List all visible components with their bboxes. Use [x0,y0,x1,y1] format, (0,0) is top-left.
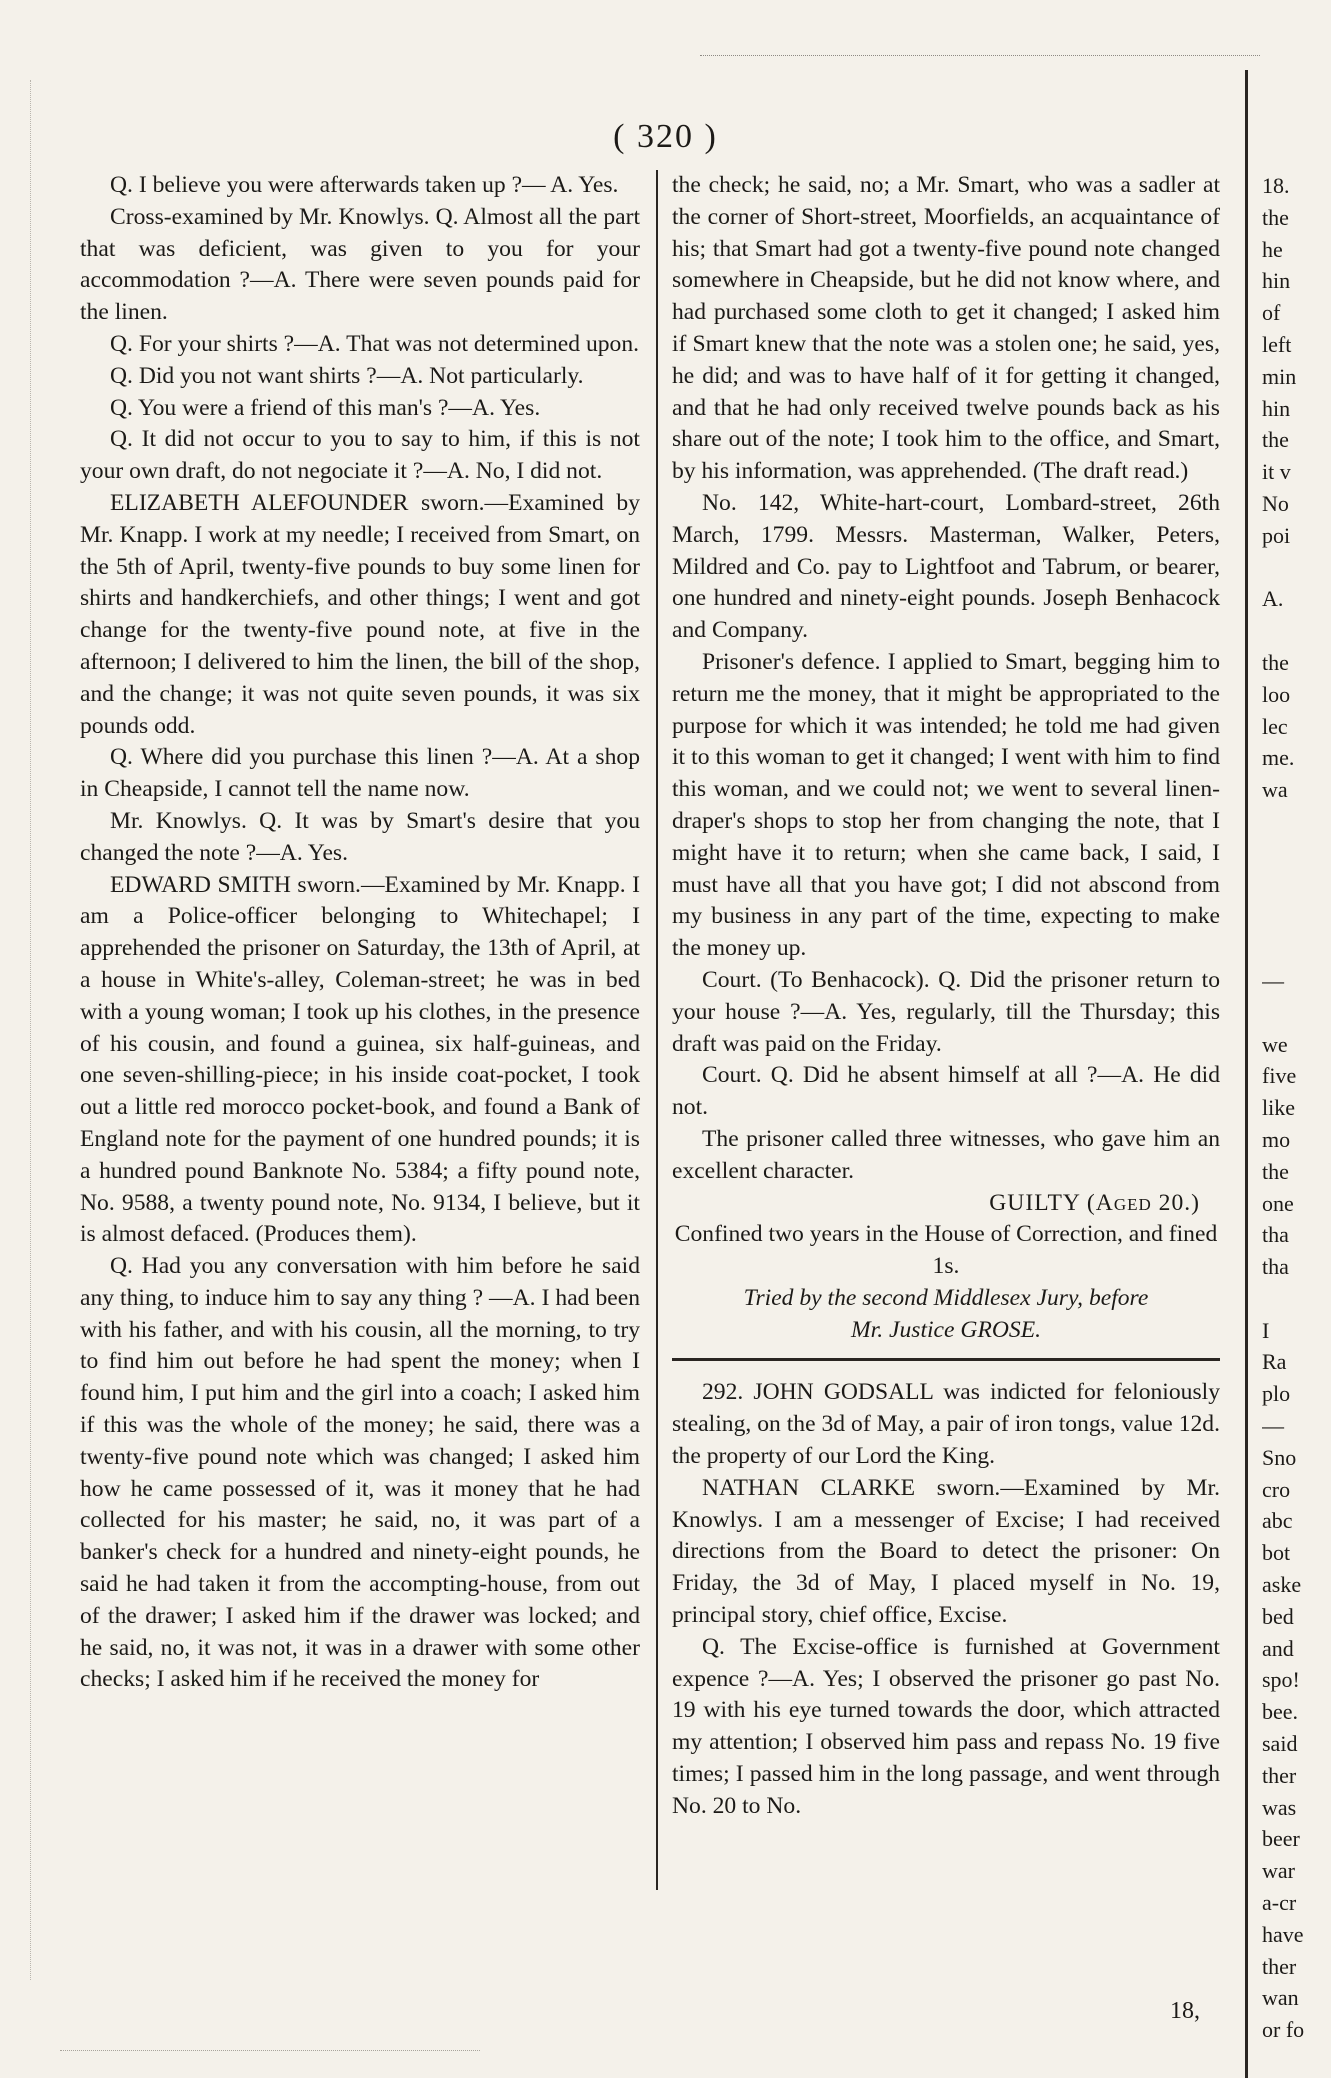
top-scan-noise [700,55,1260,62]
fragment-line: No [1262,490,1289,516]
verdict: GUILTY (Aged 20.) [989,1189,1200,1216]
fragment-line: like [1262,1095,1295,1121]
fragment-line: beer [1262,1826,1300,1852]
sentence: Confined two years in the House of Correction, and fined 1s. [674,1221,1218,1280]
bottom-scan-noise [60,2050,480,2059]
paragraph: ELIZABETH ALEFOUNDER sworn.—Examined by Mr. Knapp. I work at my needle; I received from Smart, on the 5th of April, twenty-five pounds to buy some linen for shirts and handkerchiefs, and other things; I went and got change for the twenty-five pound note, at five in the afternoon; I delivered to him the linen, the bill of the shop, and the change; it was not quite seven pounds, it was six pounds odd. [80,489,640,739]
fragment-line: war [1262,1858,1295,1884]
fragment-line [1262,870,1331,902]
fragment-line: A. [1262,586,1284,612]
paragraph: NATHAN CLARKE sworn.—Examined by Mr. Knowlys. I am a messenger of Excise; I had received directions from the Board to detect the prisoner: On Friday, the 3d of May, I placed myself in No. 19, principal story, chief office, Excise. [672,1474,1220,1629]
fragment-line: abc [1262,1508,1293,1534]
fragment-line [1262,838,1331,870]
paragraph: Court. Q. Did he absent himself at all ?—A. He did not. [672,1062,1220,1121]
paragraph: No. 142, White-hart-court, Lombard-street, 26th March, 1799. Messrs. Masterman, Walker, Peters, Mildred and Co. pay to Lightfoot and Tabrum, or bearer, one hundred and ninety-eight pounds. Joseph Benhacock and Company. [672,489,1220,644]
fragment-line: the [1262,649,1289,675]
fragment-line: hin [1262,395,1291,421]
paragraph: EDWARD SMITH sworn.—Examined by Mr. Knapp. I am a Police-officer belonging to Whitechapel; I apprehended the prisoner on Saturday, the 13th of April, at a house in White's-alley, Coleman-street; he was in bed with a young woman; I took up his clothes, in the presence of his cousin, and found a guinea, six half-guineas, and one seven-shilling-piece; in his inside coat-pocket, I took out a little red morocco pocket-book, and found a Bank of England note for the payment of one hundred pounds; it is a hundred pound Banknote No. 5384; a fifty pound note, No. 9588, a twenty pound note, No. 9134, I believe, but it is almost defaced. (Produces them). [80,871,640,1248]
fragment-line: five [1262,1063,1297,1089]
paragraph: Q. It did not occur to you to say to him, if this is not your own draft, do not negociate it ?—A. No, I did not. [80,426,640,485]
fragment-line: he [1262,236,1283,262]
fragment-line: of [1262,300,1281,326]
fragment-line: and [1262,1635,1294,1661]
gutter-divider [1245,70,1248,2078]
fragment-line: the [1262,1158,1289,1184]
paragraph: Q. Where did you purchase this linen ?—A. At a shop in Cheapside, I cannot tell the name now. [80,744,640,803]
fragment-line: I [1262,1317,1270,1343]
fragment-line: Ra [1262,1349,1287,1375]
fragment-line: lec [1262,713,1288,739]
fragment-line [1262,806,1331,838]
fragment-line: hin [1262,268,1291,294]
paragraph: Prisoner's defence. I applied to Smart, begging him to return me the money, that it might be appropriated to the purpose for which it was intended; he told me had given it to this woman to get it changed; I went with him to find this woman, and we could not; we went to several linen-draper's shops to stop her from changing the note, that I might have it to return; when she came back, I said, I must have all that you have got; I did not abscond from my business in any part of the time, expecting to make the money up. [672,648,1220,962]
fragment-line: or fo [1262,2017,1305,2043]
catchword: 18, [1170,1998,1200,2024]
fragment-line: ther [1262,1762,1297,1788]
fragment-line: — [1262,967,1284,993]
fragment-line: bee. [1262,1699,1299,1725]
right-column [672,170,1220,1823]
paragraph: the check; he said, no; a Mr. Smart, who was a sadler at the corner of Short-street, Moorfields, an acquaintance of his; that Smart had got a twenty-five pound note changed somewhere in Cheapside, but he did not know where, and had purchased some cloth to get it changed; I asked him if Smart knew that the note was a stolen one; he said, yes, he did; and was to have half of it for getting it changed, and that he had only received twelve pounds back as his share out of the note; I took him to the office, and Smart, by his information, was apprehended. (The draft read.) [672,172,1220,485]
fragment-line: 18. [1262,173,1290,198]
paragraph: Q. You were a friend of this man's ?—A. Yes. [110,394,541,421]
fragment-line [1262,933,1331,965]
fragment-line: have [1262,1921,1304,1947]
fragment-line: one [1262,1190,1294,1216]
fragment-line: wan [1262,1985,1299,2011]
fragment-line: cro [1262,1476,1291,1502]
paragraph: Court. (To Benhacock). Q. Did the prisoner return to your house ?—A. Yes, regularly, till the Thursday; this draft was paid on the Friday. [672,966,1220,1057]
fragment-line: wa [1262,777,1288,803]
paragraph: Q. Had you any conversation with him before he said any thing, to induce him to say any thing ? —A. I had been with his father, and with his cousin, all the morning, to try to find him out before he had spent the money; when I found him, I put him and the girl into a coach; I asked him if this was the whole of the money; he said, there was a twenty-five pound note which was changed; I asked him how he came possessed of it, was it money that he had collected for his master; he said, no, it was part of a banker's check for a hundred and ninety-eight pounds, he said he had taken it from the accompting-house, from out of the drawer; I asked him if the drawer was locked; and he said, no, it was not, it was in a drawer with some other checks; I asked him if he received the money for [80,1253,640,1693]
section-rule [672,1358,1220,1361]
fragment-line: bot [1262,1540,1291,1566]
fragment-line: ther [1262,1953,1297,1979]
fragment-line: me. [1262,745,1295,771]
page-number: ( 320 ) [613,118,718,155]
fragment-line [1262,552,1331,584]
paragraph: Q. I believe you were afterwards taken up ?— A. Yes. [110,172,619,198]
fragment-line: tha [1262,1254,1289,1280]
fragment-line: we [1262,1031,1288,1057]
jury-line: Tried by the second Middlesex Jury, before [743,1284,1149,1311]
fragment-line [1262,1283,1331,1315]
fragment-line: left [1262,331,1292,357]
fragment-line: said [1262,1731,1298,1757]
paragraph: Q. For your shirts ?—A. That was not determined upon. [110,330,640,357]
left-column [80,170,640,1696]
fragment-line: the [1262,204,1289,230]
fragment-line: mo [1262,1126,1291,1152]
fragment-line: it v [1262,459,1291,485]
judge-line: Mr. Justice GROSE. [850,1316,1042,1343]
fragment-line: poi [1262,522,1291,548]
paragraph: Cross-examined by Mr. Knowlys. Q. Almost all the part that was deficient, was given to you for your accommodation ?—A. There were seven pounds paid for the linen. [80,203,640,326]
fragment-line [1262,901,1331,933]
fragment-line: Sno [1262,1444,1297,1470]
fragment-line: was [1262,1794,1297,1820]
fragment-line: the [1262,427,1289,453]
paragraph: Q. Did you not want shirts ?—A. Not particularly. [110,362,584,389]
fragment-line: tha [1262,1222,1289,1248]
paragraph: 292. JOHN GODSALL was indicted for feloniously stealing, on the 3d of May, a pair of iron tongs, value 12d. the property of our Lord the King. [672,1379,1220,1470]
fragment-line: plo [1262,1381,1291,1407]
fragment-line: min [1262,363,1297,389]
fragment-line: spo! [1262,1667,1300,1693]
fragment-line: a-cr [1262,1890,1297,1916]
paragraph: Mr. Knowlys. Q. It was by Smart's desire that you changed the note ?—A. Yes. [80,807,640,866]
paragraph: Q. The Excise-office is furnished at Government expence ?—A. Yes; I observed the prisoner go past No. 19 with his eye turned towards the door, which attracted my attention; I observed him pass and repass No. 19 five times; I passed him in the long passage, and went through No. 20 to No. [672,1633,1220,1819]
left-margin-marks [30,80,61,1980]
fragment-line: — [1262,1413,1284,1439]
fragment-line: aske [1262,1572,1302,1598]
column-divider [656,170,658,1890]
adjacent-page-fragment [1262,170,1331,2046]
fragment-line [1262,615,1331,647]
fragment-line: bed [1262,1603,1294,1629]
paragraph: The prisoner called three witnesses, who gave him an excellent character. [672,1125,1220,1184]
fragment-line [1262,997,1331,1029]
fragment-line: loo [1262,681,1291,707]
